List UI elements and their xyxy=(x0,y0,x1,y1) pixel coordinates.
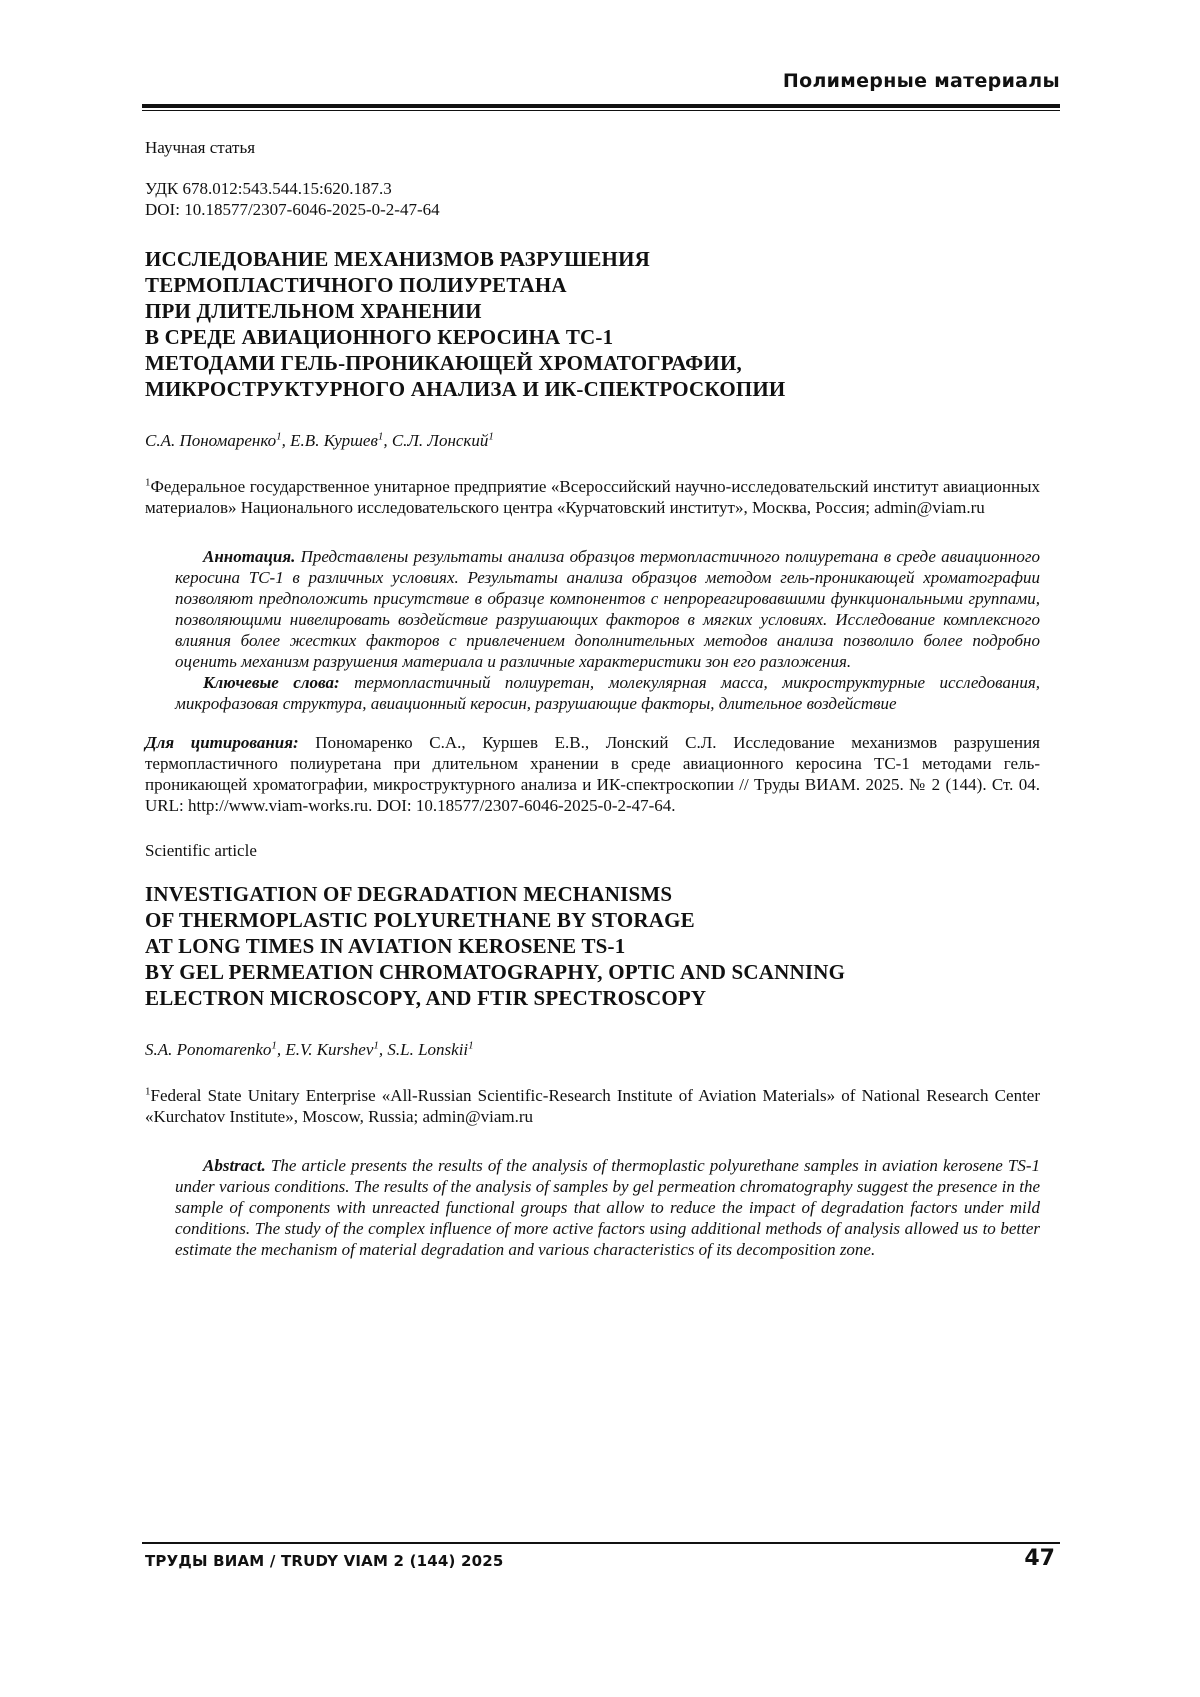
title-ru-line: МИКРОСТРУКТУРНОГО АНАЛИЗА И ИК-СПЕКТРОСКОПИИ xyxy=(145,376,1040,402)
doi: DOI: 10.18577/2307-6046-2025-0-2-47-64 xyxy=(145,199,1040,220)
title-ru-line: ИССЛЕДОВАНИЕ МЕХАНИЗМОВ РАЗРУШЕНИЯ xyxy=(145,246,1040,272)
citation xyxy=(145,732,1040,816)
abstract-label: Аннотация. xyxy=(203,547,295,566)
title-ru-line: В СРЕДЕ АВИАЦИОННОГО КЕРОСИНА ТС-1 xyxy=(145,324,1040,350)
author-sup: 1 xyxy=(276,430,282,442)
header-rule xyxy=(142,104,1060,108)
article-type-ru: Научная статья xyxy=(145,137,1040,158)
title-en-line: OF THERMOPLASTIC POLYURETHANE BY STORAGE xyxy=(145,907,1040,933)
affiliation-text: Федеральное государственное унитарное предприятие «Всероссийский научно-исследовательский институт авиационных материалов» Национального исследовательского центра «Курчатовский институт», Москва, Россия; admin@viam.ru xyxy=(145,477,1040,517)
authors-ru xyxy=(145,430,1040,452)
header-rule-thin xyxy=(142,110,1060,111)
affiliation-sup: 1 xyxy=(145,1085,151,1097)
article-type-en: Scientific article xyxy=(145,840,1040,861)
title-ru xyxy=(145,246,1040,402)
author-sep: , xyxy=(277,1040,286,1059)
author-name: С.Л. Лонский xyxy=(392,431,489,450)
keywords-label: Ключевые слова: xyxy=(203,673,340,692)
abstract-en-paragraph xyxy=(175,1155,1040,1260)
citation-text: Пономаренко С.А., Куршев Е.В., Лонский С.Л. Исследование механизмов разрушения термопластичного полиуретана при длительном хранении в среде авиационного керосина ТС-1 методами гель-проникающей хроматографии, микроструктурного анализа и ИК-спектроскопии // Труды ВИАМ. 2025. № 2 (144). Ст. 04. URL: http://www.viam-works.ru. DOI: 10.18577/2307-6046-2025-0-2-47-64. xyxy=(145,733,1040,815)
author-sup: 1 xyxy=(373,1039,379,1051)
author-sep: , xyxy=(282,431,291,450)
keywords-text: термопластичный полиуретан, молекулярная масса, микроструктурные исследования, микрофазовая структура, авиационный керосин, разрушающие факторы, длительное воздействие xyxy=(175,673,1040,713)
affiliation-text: Federal State Unitary Enterprise «All-Russian Scientific-Research Institute of Aviation Materials» of National Research Center «Kurchatov Institute», Moscow, Russia; admin@viam.ru xyxy=(145,1086,1040,1126)
citation-label: Для цитирования: xyxy=(145,733,299,752)
udc-code: УДК 678.012:543.544.15:620.187.3 xyxy=(145,178,1040,199)
abstract-ru-paragraph xyxy=(175,546,1040,672)
author-sup: 1 xyxy=(378,430,384,442)
affiliation-sup: 1 xyxy=(145,476,151,488)
affiliation-ru xyxy=(145,476,1040,518)
author-name: S.L. Lonskii xyxy=(387,1040,468,1059)
affiliation-en xyxy=(145,1085,1040,1127)
identifiers xyxy=(145,178,1040,220)
author-name: S.A. Ponomarenko xyxy=(145,1040,271,1059)
abstract-text: The article presents the results of the analysis of thermoplastic polyurethane samples in aviation kerosene TS-1 under various conditions. The results of the analysis of samples by gel permeation chromatography suggest the presence in the sample of components with unreacted functional groups that allow to reduce the impact of degradation factors under mild conditions. The study of the complex influence of more active factors using additional methods of analysis allowed us to better estimate the mechanism of material degradation and various characteristics of its decomposition zone. xyxy=(175,1156,1040,1259)
title-en-line: BY GEL PERMEATION CHROMATOGRAPHY, OPTIC AND SCANNING xyxy=(145,959,1040,985)
author-sep: , xyxy=(383,431,392,450)
title-ru-line: ТЕРМОПЛАСТИЧНОГО ПОЛИУРЕТАНА xyxy=(145,272,1040,298)
author-name: E.V. Kurshev xyxy=(285,1040,373,1059)
footer-journal: ТРУДЫ ВИАМ / TRUDY VIAM 2 (144) 2025 xyxy=(145,1552,504,1570)
keywords-ru xyxy=(175,672,1040,714)
author-name: С.А. Пономаренко xyxy=(145,431,276,450)
running-head-section: Полимерные материалы xyxy=(145,70,1060,92)
page-number: 47 xyxy=(1024,1546,1055,1571)
author-name: Е.В. Куршев xyxy=(290,431,378,450)
authors-en xyxy=(145,1039,1040,1061)
author-sep: , xyxy=(379,1040,388,1059)
title-en xyxy=(145,881,1040,1011)
abstract-ru xyxy=(175,546,1040,714)
abstract-text: Представлены результаты анализа образцов термопластичного полиуретана в среде авиационного керосина ТС-1 в различных условиях. Результаты анализа образцов методом гель-проникающей хроматографии позволяют предположить присутствие в образце компонентов с непрореагировавшими функциональными группами, позволяющими нивелировать воздействие разрушающих факторов в мягких условиях. Исследование комплексного влияния более жестких факторов с привлечением дополнительных методов анализа позволило более подробно оценить механизм разрушения материала и различные характеристики зон его разложения. xyxy=(175,547,1040,671)
title-en-line: ELECTRON MICROSCOPY, AND FTIR SPECTROSCOPY xyxy=(145,985,1040,1011)
title-en-line: INVESTIGATION OF DEGRADATION MECHANISMS xyxy=(145,881,1040,907)
footer-rule xyxy=(142,1542,1060,1544)
author-sup: 1 xyxy=(271,1039,277,1051)
abstract-label: Abstract. xyxy=(203,1156,266,1175)
title-ru-line: МЕТОДАМИ ГЕЛЬ-ПРОНИКАЮЩЕЙ ХРОМАТОГРАФИИ, xyxy=(145,350,1040,376)
abstract-en xyxy=(175,1155,1040,1260)
title-en-line: AT LONG TIMES IN AVIATION KEROSENE TS-1 xyxy=(145,933,1040,959)
title-ru-line: ПРИ ДЛИТЕЛЬНОМ ХРАНЕНИИ xyxy=(145,298,1040,324)
article-content xyxy=(145,137,1040,1278)
author-sup: 1 xyxy=(468,1039,474,1051)
author-sup: 1 xyxy=(488,430,494,442)
